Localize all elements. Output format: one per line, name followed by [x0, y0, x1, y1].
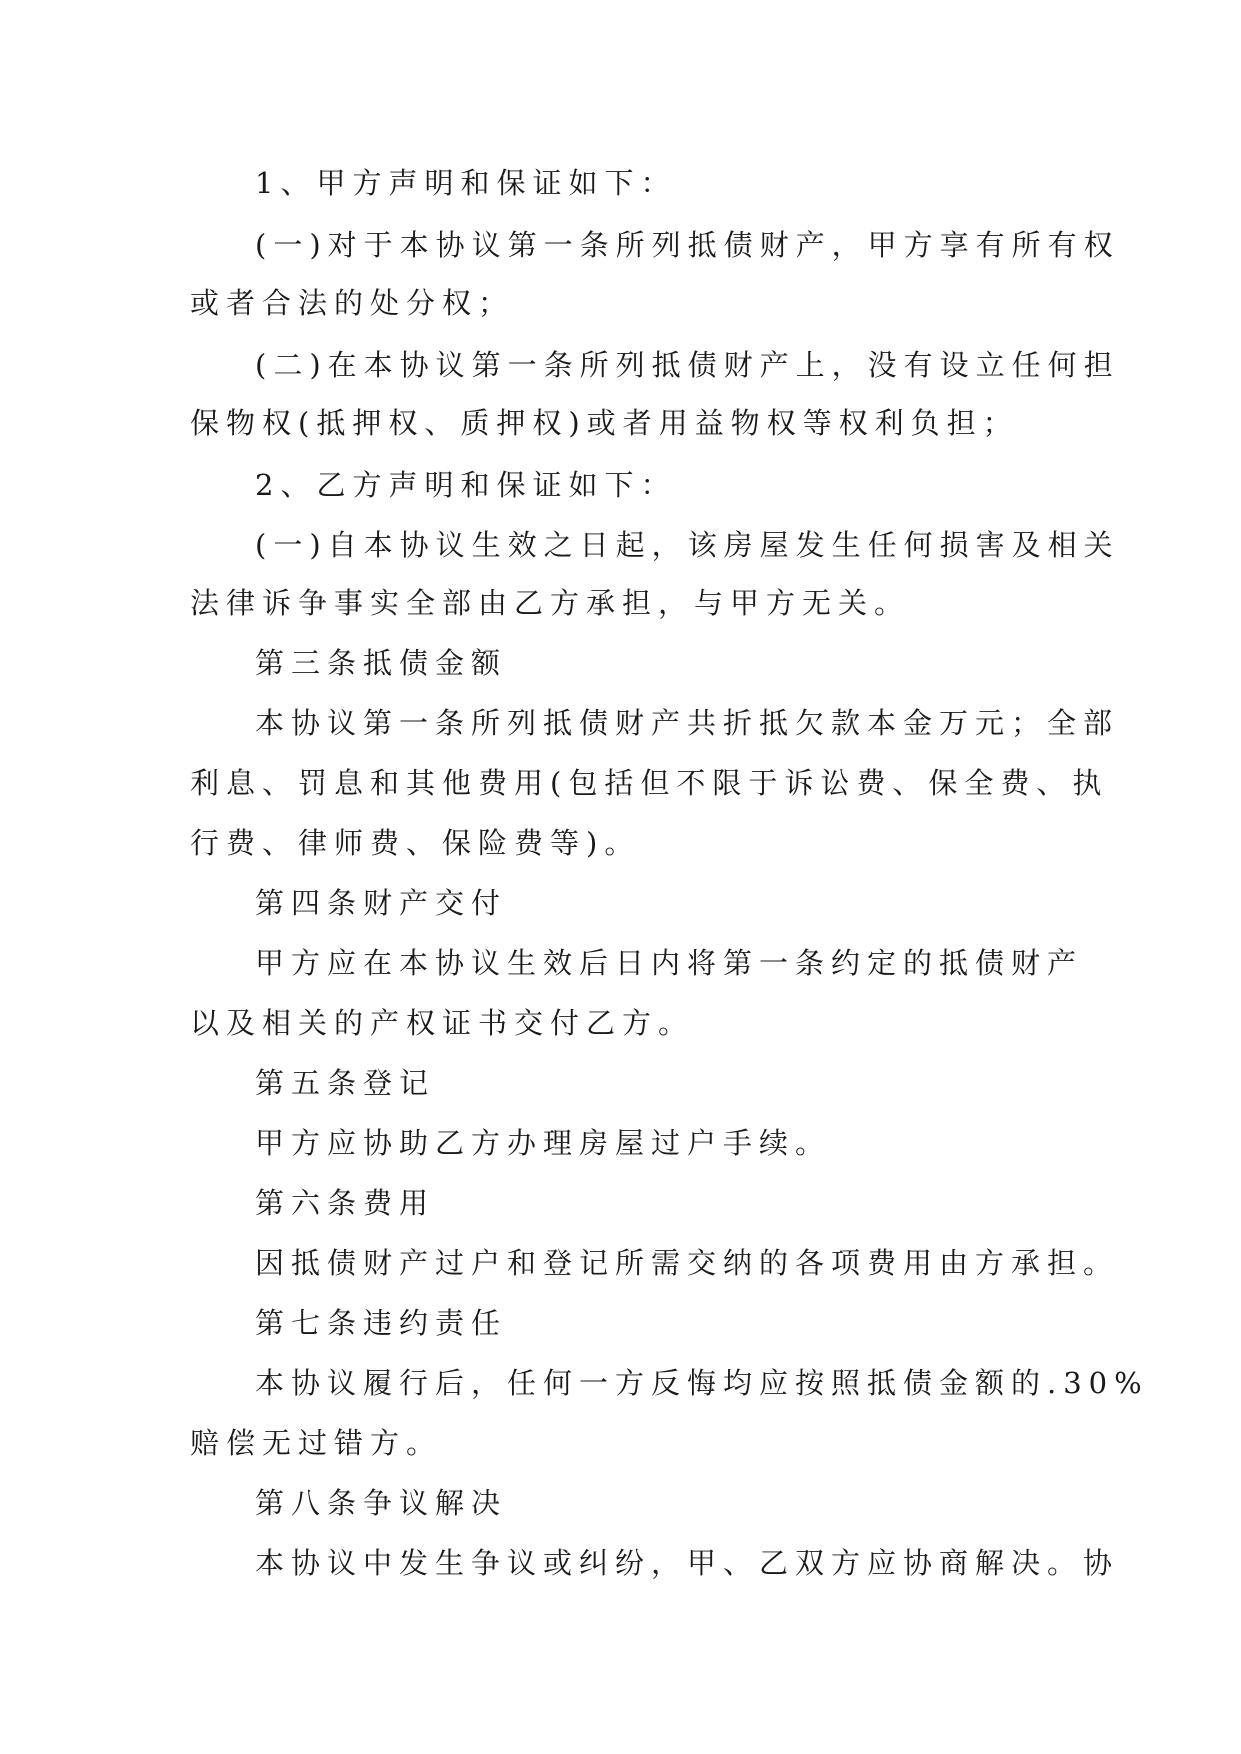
- article-3-text-line-1: 本协议第一条所列抵债财产共折抵欠款本金万元；全部: [255, 706, 1120, 740]
- article-3-text-line-3: 行费、律师费、保险费等)。: [190, 826, 641, 860]
- article-5-title: 第五条登记: [255, 1066, 436, 1100]
- article-7-text-line-1: 本协议履行后，任何一方反悔均应按照抵债金额的.30%: [255, 1366, 1149, 1400]
- article-4-title: 第四条财产交付: [255, 886, 508, 920]
- clause-2-heading: 2、乙方声明和保证如下：: [255, 468, 677, 502]
- article-3-text-line-2: 利息、罚息和其他费用(包括但不限于诉讼费、保全费、执: [190, 766, 1109, 800]
- clause-1-item-1-line-2: 或者合法的处分权；: [190, 286, 515, 320]
- clause-1-heading: 1、甲方声明和保证如下：: [255, 166, 677, 200]
- article-6-title: 第六条费用: [255, 1186, 436, 1220]
- clause-2-item-1-line-1: (一)自本协议生效之日起，该房屋发生任何损害及相关: [255, 528, 1120, 562]
- clause-2-item-1-line-2: 法律诉争事实全部由乙方承担，与甲方无关。: [190, 586, 911, 620]
- article-7-title: 第七条违约责任: [255, 1306, 508, 1340]
- article-7-text-line-2: 赔偿无过错方。: [190, 1426, 443, 1460]
- article-8-title: 第八条争议解决: [255, 1486, 508, 1520]
- clause-1-item-1-line-1: (一)对于本协议第一条所列抵债财产，甲方享有所有权: [255, 228, 1120, 262]
- clause-1-item-2-line-2: 保物权(抵押权、质押权)或者用益物权等权利负担；: [190, 406, 1019, 440]
- article-5-text: 甲方应协助乙方办理房屋过户手续。: [255, 1126, 832, 1160]
- article-3-title: 第三条抵债金额: [255, 646, 508, 680]
- article-4-text-line-1: 甲方应在本协议生效后日内将第一条约定的抵债财产: [255, 946, 1084, 980]
- article-8-text-line-1: 本协议中发生争议或纠纷，甲、乙双方应协商解决。协: [255, 1546, 1120, 1580]
- article-4-text-line-2: 以及相关的产权证书交付乙方。: [190, 1006, 695, 1040]
- clause-1-item-2-line-1: (二)在本协议第一条所列抵债财产上，没有设立任何担: [255, 348, 1120, 382]
- article-6-text: 因抵债财产过户和登记所需交纳的各项费用由方承担。: [255, 1246, 1120, 1280]
